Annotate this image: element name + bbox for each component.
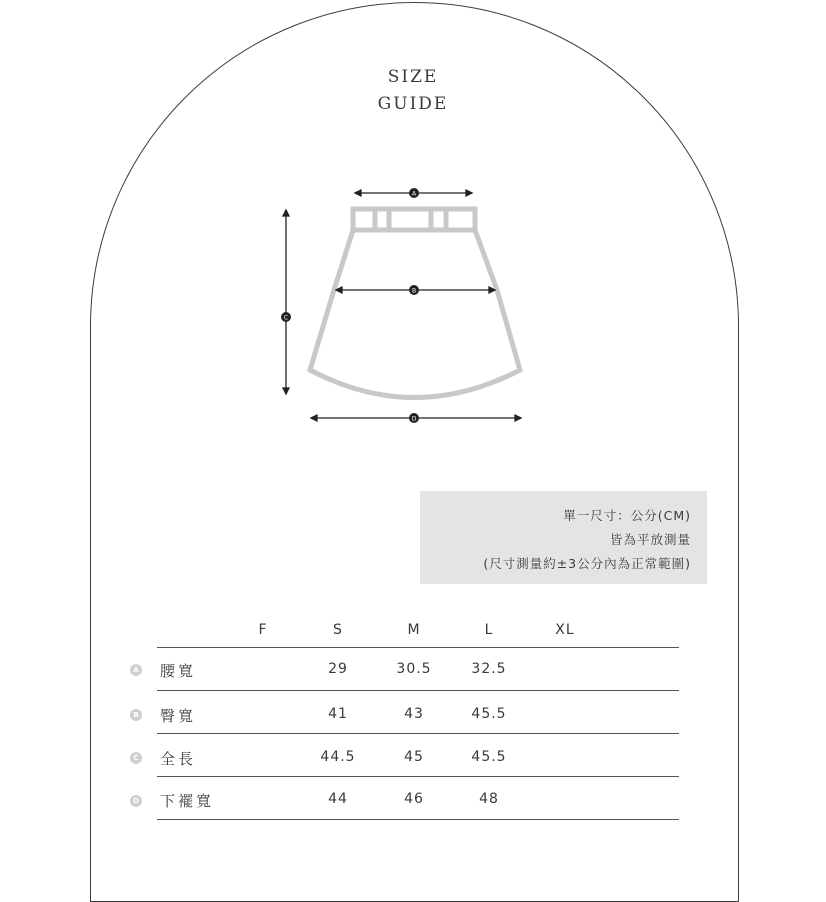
table-divider	[157, 690, 679, 691]
cell-hip-l: 45.5	[471, 706, 507, 722]
table-row	[0, 692, 826, 732]
page-title-line1: SIZE	[387, 67, 439, 87]
row-label-hem: 下襬寬	[160, 792, 215, 810]
table-row	[0, 778, 826, 818]
cell-hip-m: 43	[404, 706, 424, 722]
row-label-waist: 腰寬	[160, 662, 197, 680]
row-label-hip: 臀寬	[160, 707, 197, 725]
note-unit: 單一尺寸：公分(CM)	[563, 508, 691, 523]
cell-hip-s: 41	[328, 706, 348, 722]
note-tolerance: (尺寸測量約±3公分內為正常範圍)	[483, 556, 691, 571]
cell-length-s: 44.5	[320, 749, 356, 765]
cell-hem-m: 46	[404, 791, 424, 807]
column-header-m: M	[407, 622, 421, 638]
svg-text:B: B	[411, 287, 417, 295]
table-divider	[157, 647, 679, 648]
column-header-xl: XL	[555, 622, 575, 638]
page-title-line2: GUIDE	[377, 94, 449, 114]
svg-text:A: A	[411, 190, 417, 198]
column-header-f: F	[258, 622, 268, 638]
table-divider	[157, 733, 679, 734]
column-header-l: L	[484, 622, 494, 638]
cell-hem-s: 44	[328, 791, 348, 807]
table-row	[0, 735, 826, 775]
row-badge-b: B	[130, 709, 142, 721]
cell-length-l: 45.5	[471, 749, 507, 765]
svg-text:C: C	[283, 314, 289, 322]
cell-length-m: 45	[404, 749, 424, 765]
table-row	[0, 649, 826, 689]
row-badge-d: D	[130, 795, 142, 807]
cell-waist-l: 32.5	[471, 661, 507, 677]
svg-text:D: D	[411, 415, 417, 423]
table-divider	[157, 776, 679, 777]
row-label-length: 全長	[160, 750, 197, 768]
column-header-s: S	[333, 622, 343, 638]
cell-hem-l: 48	[479, 791, 499, 807]
table-divider	[157, 819, 679, 820]
cell-waist-s: 29	[328, 661, 348, 677]
row-badge-c: C	[130, 752, 142, 764]
note-method: 皆為平放測量	[609, 532, 691, 547]
cell-waist-m: 30.5	[396, 661, 432, 677]
row-badge-a: A	[130, 664, 142, 676]
